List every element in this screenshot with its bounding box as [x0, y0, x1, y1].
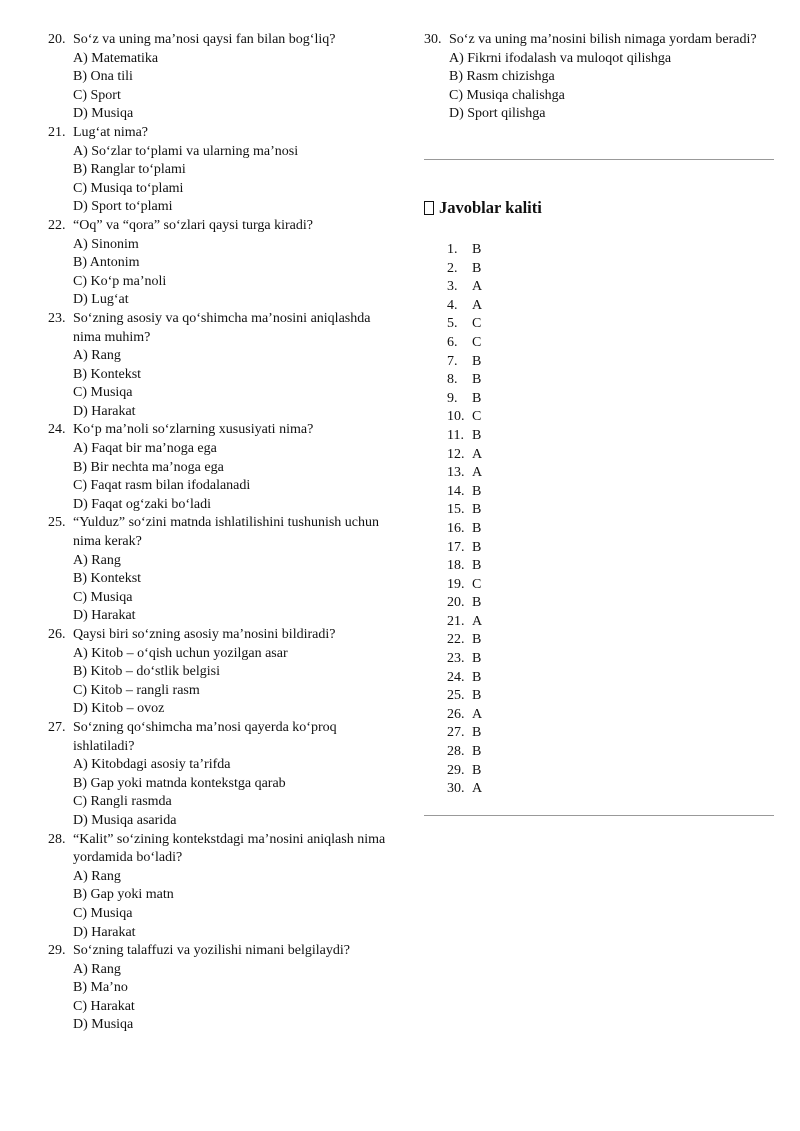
answer-key-number: 28.: [447, 744, 465, 760]
option-list: [73, 440, 398, 514]
answer-key-number: 8.: [447, 372, 458, 388]
answer-option: A) Rang: [73, 868, 121, 884]
question-number: 29.: [48, 943, 66, 959]
question-row: [48, 124, 398, 143]
answer-key-item: [447, 706, 647, 725]
answer-key-item: [447, 594, 647, 613]
answer-option: A) Kitobdagi asosiy ta’rifda: [73, 757, 231, 773]
option-list: [73, 961, 398, 1035]
answer-key-letter: B: [472, 427, 482, 443]
option-list: [73, 756, 398, 830]
question-number: 25.: [48, 515, 66, 531]
answer-key-item: [447, 557, 647, 576]
answer-key-letter: B: [472, 260, 482, 276]
answer-key-letter: B: [472, 762, 482, 778]
answer-key-number: 14.: [447, 483, 465, 499]
question-number: 20.: [48, 32, 66, 47]
answer-key-letter: B: [472, 595, 482, 611]
answer-option: C) Sport: [73, 87, 121, 103]
answer-key-number: 6.: [447, 334, 458, 350]
answer-key-letter: C: [472, 316, 482, 332]
question-text: So‘zning asosiy va qo‘shimcha ma’nosini aniqlashda nima muhim?: [73, 310, 371, 345]
option-list: [73, 552, 398, 626]
answer-option: D) Harakat: [73, 403, 136, 419]
answer-key-number: 24.: [447, 669, 465, 685]
answer-option: B) Gap yoki matnda kontekstga qarab: [73, 775, 286, 791]
answer-option: C) Musiqa to‘plami: [73, 180, 184, 196]
answer-key-letter: B: [472, 242, 482, 257]
answer-key-item: [447, 743, 647, 762]
answer-key-item: [447, 408, 647, 427]
answer-key-title: [424, 199, 542, 218]
answer-key-item: [447, 539, 647, 558]
answer-key-letter: C: [472, 409, 482, 425]
answer-key-number: 3.: [447, 279, 458, 295]
question-text: “Yulduz” so‘zini matnda ishlatilishini tushunish uchun nima kerak?: [73, 515, 380, 550]
answer-key-letter: A: [472, 706, 483, 722]
answer-key-letter: B: [472, 669, 482, 685]
answer-option: C) Musiqa: [73, 905, 133, 921]
question-text: Ko‘p ma’noli so‘zlarning xususiyati nima?: [73, 422, 314, 438]
answer-key-letter: B: [472, 390, 482, 406]
answer-option: A) So‘zlar to‘plami va ularning ma’nosi: [73, 143, 299, 159]
option-list: [449, 50, 774, 124]
question-number: 22.: [48, 217, 66, 233]
answer-key-letter: B: [472, 372, 482, 388]
question-text: Qaysi biri so‘zning asosiy ma’nosini bildiradi?: [73, 627, 336, 642]
answer-key-item: [447, 353, 647, 372]
answer-key-number: 22.: [447, 632, 465, 648]
answer-option: A) Kitob – o‘qish uchun yozilgan asar: [73, 645, 288, 661]
answer-option: C) Faqat rasm bilan ifodalanadi: [73, 478, 251, 494]
question-row: [48, 626, 398, 645]
answer-option: A) Rang: [73, 348, 121, 364]
answer-key-number: 12.: [447, 446, 465, 462]
answer-key-item: [447, 297, 647, 316]
answer-option: D) Harakat: [73, 608, 136, 624]
answer-key-letter: B: [472, 725, 482, 741]
answer-key-item: [447, 687, 647, 706]
answer-key-title-text: Javoblar kaliti: [439, 198, 542, 217]
answer-key-number: 4.: [447, 297, 458, 313]
question-text: So‘z va uning ma’nosini bilish nimaga yordam beradi?: [449, 32, 757, 47]
question-row: [48, 719, 398, 756]
answer-key-number: 26.: [447, 706, 465, 722]
answer-key-letter: B: [472, 353, 482, 369]
answer-option: C) Ko‘p ma’noli: [73, 273, 167, 289]
answer-key-number: 13.: [447, 465, 465, 481]
answer-option: B) Antonim: [73, 255, 140, 271]
answer-key-letter: B: [472, 539, 482, 555]
section-divider: [424, 815, 774, 816]
question-number: 21.: [48, 124, 66, 140]
answer-option: A) Rang: [73, 961, 121, 977]
answer-key-item: [447, 669, 647, 688]
answer-option: C) Kitob – rangli rasm: [73, 682, 200, 698]
answer-option: D) Sport to‘plami: [73, 199, 173, 215]
question-row: [48, 310, 398, 347]
question-row: [48, 31, 398, 50]
option-list: [73, 236, 398, 310]
answer-key-letter: A: [472, 279, 483, 295]
answer-option: A) Rang: [73, 552, 121, 568]
answer-key-letter: B: [472, 632, 482, 648]
answer-key-number: 30.: [447, 781, 465, 797]
option-list: [73, 50, 398, 124]
answer-key-item: [447, 724, 647, 743]
answer-key-number: 1.: [447, 242, 458, 257]
question-text: “Oq” va “qora” so‘zlari qaysi turga kiradi?: [73, 217, 313, 233]
answer-key-letter: B: [472, 502, 482, 518]
answer-key-number: 7.: [447, 353, 458, 369]
question-number: 28.: [48, 831, 66, 847]
answer-option: A) Sinonim: [73, 236, 139, 252]
question-block: [48, 719, 398, 831]
answer-option: C) Musiqa: [73, 589, 133, 605]
answer-option: B) Gap yoki matn: [73, 887, 174, 903]
question-block: [48, 942, 398, 1035]
answer-key-letter: B: [472, 744, 482, 760]
answer-option: D) Lug‘at: [73, 292, 129, 308]
answer-key-number: 23.: [447, 651, 465, 667]
question-row: [48, 217, 398, 236]
answer-option: B) Ona tili: [73, 69, 133, 85]
question-text: So‘z va uning ma’nosi qaysi fan bilan bog‘liq?: [73, 32, 336, 47]
answer-option: B) Kontekst: [73, 571, 142, 587]
answer-key-item: [447, 520, 647, 539]
answer-key-item: [447, 464, 647, 483]
answer-key-letter: B: [472, 558, 482, 574]
question-block: [48, 124, 398, 217]
answer-key-item: [447, 501, 647, 520]
question-block: [48, 831, 398, 943]
question-block: [424, 31, 774, 124]
answer-key-item: [447, 762, 647, 781]
answer-key-item: [447, 371, 647, 390]
answer-option: C) Harakat: [73, 998, 135, 1014]
answer-key-letter: A: [472, 297, 483, 313]
answer-key-item: [447, 278, 647, 297]
option-list: [73, 645, 398, 719]
answer-key-letter: B: [472, 483, 482, 499]
answer-key-number: 25.: [447, 688, 465, 704]
answer-option: B) Ma’no: [73, 980, 128, 996]
answer-key-letter: A: [472, 613, 483, 629]
answer-option: C) Rangli rasmda: [73, 794, 172, 810]
right-column: [424, 31, 774, 124]
left-column: [48, 31, 398, 1035]
answer-option: B) Bir nechta ma’noga ega: [73, 459, 224, 475]
question-row: [48, 831, 398, 868]
answer-key-letter: B: [472, 520, 482, 536]
option-list: [73, 347, 398, 421]
answer-key-letter: C: [472, 334, 482, 350]
question-number: 24.: [48, 422, 66, 438]
question-text: Lug‘at nima?: [73, 124, 149, 140]
answer-key-item: [447, 780, 647, 799]
answer-key-letter: A: [472, 781, 483, 797]
option-list: [73, 868, 398, 942]
question-block: [48, 217, 398, 310]
answer-key-number: 27.: [447, 725, 465, 741]
answer-option: D) Musiqa: [73, 106, 134, 122]
answer-option: B) Kontekst: [73, 366, 142, 382]
question-text: So‘zning talaffuzi va yozilishi nimani belgilaydi?: [73, 943, 350, 959]
question-row: [48, 421, 398, 440]
answer-key-number: 15.: [447, 502, 465, 518]
section-divider: [424, 159, 774, 160]
answer-key-list: [447, 241, 647, 799]
answer-key-number: 18.: [447, 558, 465, 574]
answer-option: D) Kitob – ovoz: [73, 701, 165, 717]
question-number: 26.: [48, 627, 66, 642]
answer-key-number: 5.: [447, 316, 458, 332]
question-block: [48, 31, 398, 124]
answer-key-number: 17.: [447, 539, 465, 555]
answer-key-number: 16.: [447, 520, 465, 536]
answer-option: D) Musiqa asarida: [73, 812, 177, 828]
answer-key-item: [447, 427, 647, 446]
answer-key-item: [447, 334, 647, 353]
question-block: [48, 421, 398, 514]
answer-key-letter: A: [472, 465, 483, 481]
answer-option: D) Sport qilishga: [449, 106, 546, 122]
question-block: [48, 514, 398, 626]
answer-key-number: 2.: [447, 260, 458, 276]
question-number: 23.: [48, 310, 66, 326]
question-block: [48, 626, 398, 719]
answer-option: A) Fikrni ifodalash va muloqot qilishga: [449, 50, 672, 66]
question-row: [48, 514, 398, 551]
question-text: So‘zning qo‘shimcha ma’nosi qayerda ko‘proq ishlatiladi?: [73, 719, 337, 754]
question-number: 27.: [48, 719, 66, 735]
answer-option: D) Harakat: [73, 924, 136, 940]
answer-key-item: [447, 631, 647, 650]
answer-key-item: [447, 446, 647, 465]
answer-option: C) Musiqa: [73, 385, 133, 401]
answer-key-number: 11.: [447, 427, 464, 443]
answer-key-number: 20.: [447, 595, 465, 611]
answer-key-item: [447, 315, 647, 334]
question-text: “Kalit” so‘zining kontekstdagi ma’nosini aniqlash nima yordamida bo‘ladi?: [73, 831, 386, 866]
answer-key-item: [447, 613, 647, 632]
answer-key-number: 29.: [447, 762, 465, 778]
answer-key-item: [447, 260, 647, 279]
question-number: 30.: [424, 32, 442, 47]
answer-key-letter: C: [472, 576, 482, 592]
answer-option: A) Matematika: [73, 50, 159, 66]
answer-key-item: [447, 241, 647, 260]
answer-key-item: [447, 390, 647, 409]
answer-option: D) Musiqa: [73, 1017, 134, 1033]
question-block: [48, 310, 398, 422]
box-icon: [424, 201, 434, 215]
question-row: [48, 942, 398, 961]
answer-key-letter: B: [472, 688, 482, 704]
question-row: [424, 31, 774, 50]
answer-option: C) Musiqa chalishga: [449, 87, 565, 103]
answer-option: B) Ranglar to‘plami: [73, 162, 186, 178]
answer-option: D) Faqat og‘zaki bo‘ladi: [73, 496, 212, 512]
answer-option: A) Faqat bir ma’noga ega: [73, 441, 217, 457]
answer-option: B) Rasm chizishga: [449, 69, 555, 85]
answer-key-number: 21.: [447, 613, 465, 629]
answer-key-number: 19.: [447, 576, 465, 592]
answer-key-number: 9.: [447, 390, 458, 406]
answer-key-item: [447, 650, 647, 669]
option-list: [73, 143, 398, 217]
answer-key-item: [447, 483, 647, 502]
answer-key-letter: B: [472, 651, 482, 667]
answer-key-number: 10.: [447, 409, 465, 425]
answer-key-letter: A: [472, 446, 483, 462]
answer-key-item: [447, 576, 647, 595]
answer-option: B) Kitob – do‘stlik belgisi: [73, 664, 220, 680]
